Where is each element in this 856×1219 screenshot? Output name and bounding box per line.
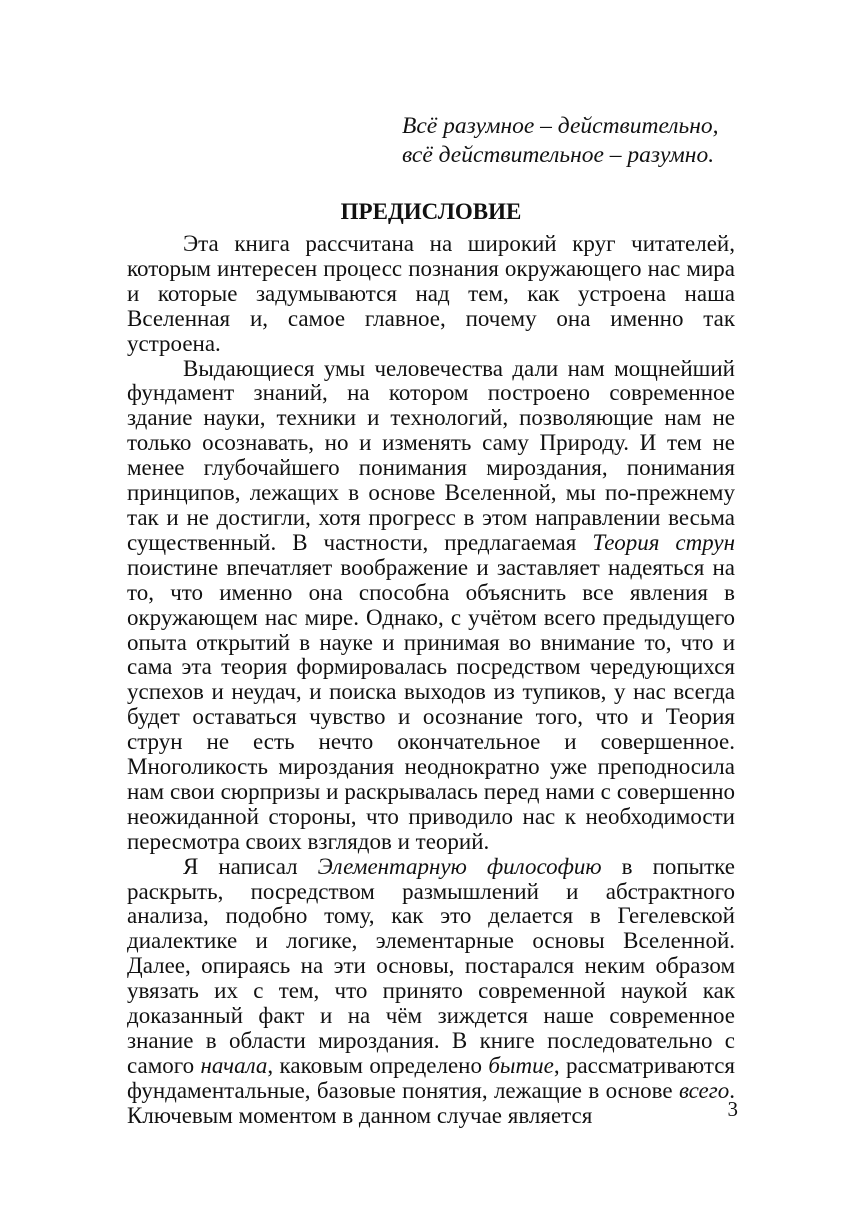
epigraph xyxy=(402,112,782,170)
paragraph-1 xyxy=(127,232,735,357)
paragraph-3-text-part-1: Я написал xyxy=(183,853,318,879)
paragraph-3-text-part-3: , каковым определено xyxy=(267,1052,489,1078)
page-number: 3 xyxy=(727,1097,738,1121)
page-title: ПРЕДИСЛОВИЕ xyxy=(340,199,522,224)
paragraph-2-text-part-1: Выдающиеся умы человечества дали нам мощнейший фундамент знаний, на котором построено современное здание науки, техники и технологий, позволяющие нам не только осознавать, но и изменять саму Природу. И тем не менее глубочайшего понимания мироздания, понимания принципов, лежащих в основе Вселенной, мы по-прежнему так и не достигли, хотя прогресс в этом направлении весьма существенный. В частности, предлагаемая xyxy=(127,355,735,555)
paragraph-3 xyxy=(127,855,735,1129)
paragraph-2 xyxy=(127,357,735,855)
body-text xyxy=(127,232,735,1129)
paragraph-3-emphasis-3: бытие xyxy=(488,1052,554,1078)
paragraph-2-emphasis-1: Теория струн xyxy=(592,529,735,555)
paragraph-3-text-part-2: в попытке раскрыть, посредством размышлений и абстрактного анализа, подобно тому, как это делается в Гегелевской диалектике и логике, элементарные основы Вселенной. Далее, опираясь на эти основы, постарался неким образом увязать их с тем, что принято современной наукой как доказанный факт и на чём зиждется наше современное знание в области мироздания. В книге последовательно с самого xyxy=(127,853,735,1078)
paragraph-3-emphasis-1: Элементарную философию xyxy=(317,853,602,879)
paragraph-3-text-part-4: , рассматриваются фундаментальные, базовые понятия, лежащие в основе xyxy=(127,1052,736,1103)
paragraph-3-emphasis-4: всего xyxy=(678,1077,730,1103)
paragraph-3-emphasis-2: начала xyxy=(200,1052,268,1078)
epigraph-line-2: всё действительное – разумно. xyxy=(402,142,715,168)
paragraph-1-text: Эта книга рассчитана на широкий круг читателей, которым интересен процесс познания окружающего нас мира и которые задумываются над тем, как устроена наша Вселенная и, самое главное, почему она именно так устроена. xyxy=(127,231,735,356)
epigraph-line-1: Всё разумное – действительно, xyxy=(402,113,719,139)
paragraph-2-text-part-2: поистине впечатляет воображение и заставляет надеяться на то, что именно она способна объяснить все явления в окружающем нас мире. Однако, с учётом всего предыдущего опыта открытий в науке и принимая во внимание то, что и сама эта теория формировалась посредством чередующихся успехов и неудач, и поиска выходов из тупиков, у нас всегда будет оставаться чувство и осознание того, что и Теория струн не есть нечто окончательное и совершенное. Многоликость мироздания неоднократно уже преподносила нам свои сюрпризы и раскрывалась перед нами с совершенно неожиданной стороны, что приводило нас к необходимости пересмотра своих взглядов и теорий. xyxy=(127,554,735,854)
paragraph-3-text-part-5: . Ключевым моментом в данном случае является xyxy=(127,1077,735,1128)
